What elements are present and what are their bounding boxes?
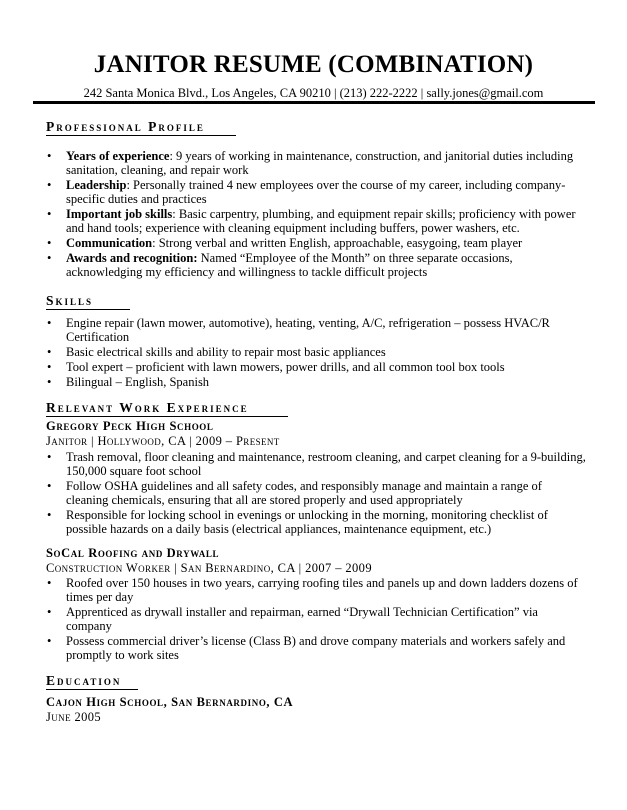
list-item: • Trash removal, floor cleaning and maintenance, restroom cleaning, and carpet cleaning for a 9-building, 150,000 square foot school (66, 450, 586, 478)
graduation-date: June 2005 (46, 710, 102, 724)
section-underline-profile (46, 135, 236, 136)
section-heading-profile: Professional Profile (46, 119, 205, 134)
job-bullets (66, 450, 586, 537)
list-item: • Awards and recognition: Named “Employee of the Month” on three separate occasions, acknowledging my efficiency and willingness to tackle difficult projects (66, 251, 586, 279)
job-title: Construction Worker | San Bernardino, CA | 2007 – 2009 (46, 561, 372, 575)
list-item: • Follow OSHA guidelines and all safety codes, and responsibly manage and maintain a range of cleaning chemicals, ensuring that all are stored properly and used appropriately (66, 479, 586, 507)
section-heading-skills: Skills (46, 293, 94, 308)
list-item: • Years of experience: 9 years of working in maintenance, construction, and janitorial duties including sanitation, cleaning, and repair work (66, 149, 586, 177)
list-item: • Responsible for locking school in evenings or unlocking in the morning, monitoring checklist of possible hazards on a daily basis (electrical appliances, maintenance equipment, etc.) (66, 508, 586, 536)
contact-line: 242 Santa Monica Blvd., Los Angeles, CA 90210 | (213) 222-2222 | sally.jones@gmail.com (83, 86, 544, 100)
job-bullets (66, 576, 586, 663)
section-underline-skills (46, 309, 130, 310)
list-item: • Bilingual – English, Spanish (66, 375, 586, 389)
skills-list (66, 316, 586, 389)
resume-title: JANITOR RESUME (COMBINATION) (93, 51, 534, 78)
list-item: • Communication: Strong verbal and written English, approachable, easygoing, team player (66, 236, 586, 250)
section-heading-education: Education (46, 673, 122, 688)
list-item: • Roofed over 150 houses in two years, carrying roofing tiles and panels up and down ladders dozens of times per day (66, 576, 586, 604)
employer-name: Gregory Peck High School (46, 419, 214, 433)
header-divider (33, 101, 595, 104)
section-underline-education (46, 689, 138, 690)
section-heading-experience: Relevant Work Experience (46, 400, 249, 415)
school-name: Cajon High School, San Bernardino, CA (46, 695, 294, 709)
list-item: • Engine repair (lawn mower, automotive), heating, venting, A/C, refrigeration – possess HVAC/R Certification (66, 316, 586, 344)
list-item: • Basic electrical skills and ability to repair most basic appliances (66, 345, 586, 359)
job-title: Janitor | Hollywood, CA | 2009 – Present (46, 434, 280, 448)
list-item: • Apprenticed as drywall installer and repairman, earned “Drywall Technician Certification” via company (66, 605, 586, 633)
profile-list (66, 149, 586, 280)
list-item: • Important job skills: Basic carpentry, plumbing, and equipment repair skills; proficiency with power and hand tools; experience with cleaning equipment including buffers, power washers, etc. (66, 207, 586, 235)
list-item: • Leadership: Personally trained 4 new employees over the course of my career, including company-specific duties and practices (66, 178, 586, 206)
employer-name: SoCal Roofing and Drywall (46, 546, 220, 560)
list-item: • Tool expert – proficient with lawn mowers, power drills, and all common tool box tools (66, 360, 586, 374)
list-item: • Possess commercial driver’s license (Class B) and drove company materials and workers safely and promptly to work sites (66, 634, 586, 662)
section-underline-experience (46, 416, 288, 417)
